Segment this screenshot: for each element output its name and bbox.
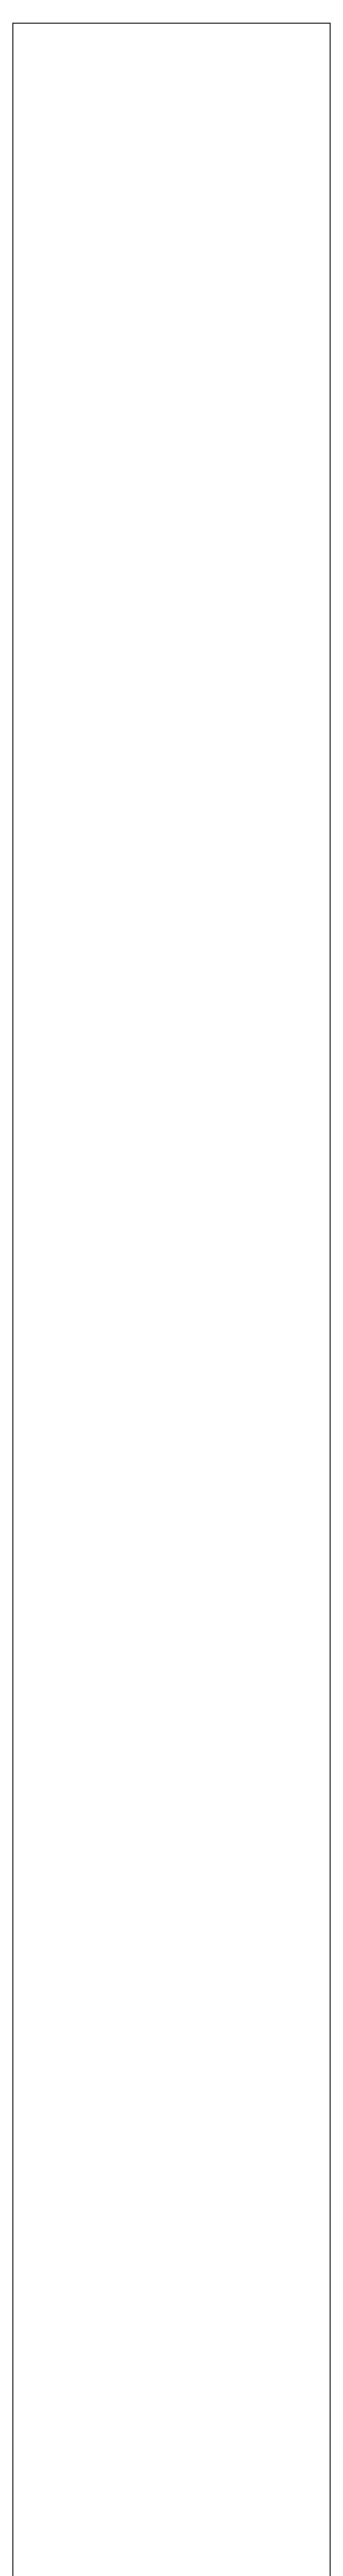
sampling-sites-table: [12, 23, 331, 2576]
